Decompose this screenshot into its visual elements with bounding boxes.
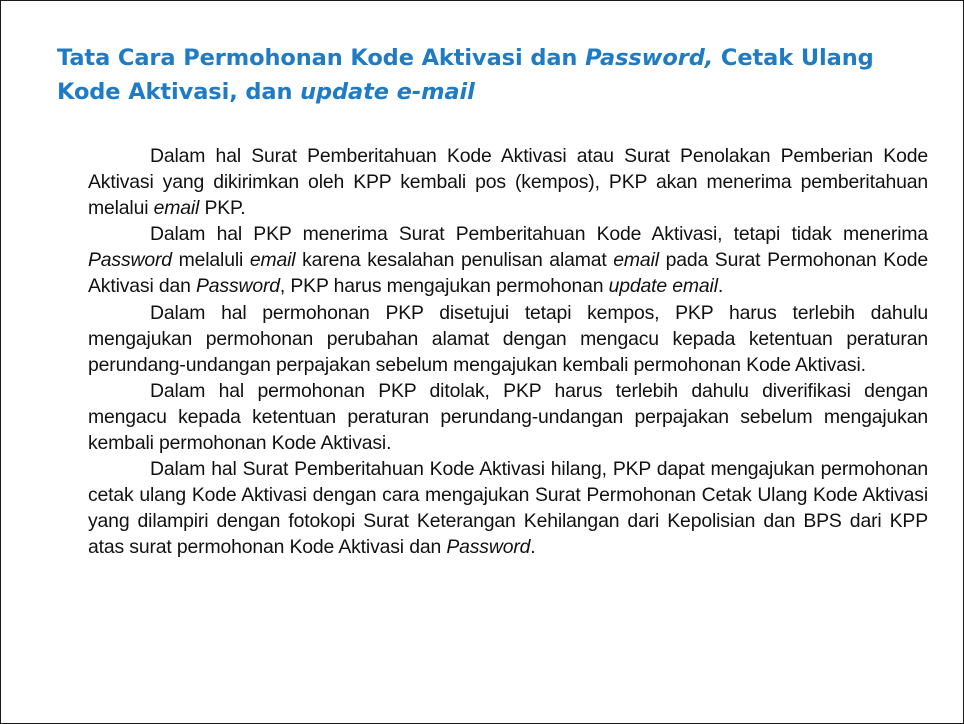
paragraph-1 — [88, 143, 928, 221]
paragraph-text: PKP. — [199, 197, 246, 220]
paragraph-5 — [88, 456, 928, 560]
paragraph-text: Dalam hal Surat Pemberitahuan Kode Aktivasi atau Surat Penolakan Pemberian Kode Aktivasi yang dikirimkan oleh KPP kembali pos (kempos), PKP akan menerima pemberitahuan melalui — [88, 145, 928, 220]
paragraph-text: . — [530, 536, 536, 559]
page-title — [57, 41, 917, 109]
paragraph-text-italic: Password — [195, 275, 280, 298]
paragraph-text: Dalam hal permohonan PKP ditolak, PKP harus terlebih dahulu diverifikasi dengan mengacu kepada ketentuan peraturan perundang-undangan perpajakan sebelum mengajukan kembali permohonan Kode Aktivasi. — [88, 379, 928, 455]
paragraph-text: Dalam hal permohonan PKP disetujui tetapi kempos, PKP harus terlebih dahulu mengajukan permohonan perubahan alamat dengan mengacu kepada ketentuan peraturan perundang-undangan perpajakan sebelum mengajukan kembali permohonan Kode Aktivasi. — [88, 301, 928, 376]
paragraph-text-italic: email — [613, 249, 659, 272]
title-text-italic: Password, — [585, 45, 714, 71]
paragraph-text-italic: Password — [88, 249, 172, 272]
paragraph-text: melaluli — [171, 249, 250, 272]
title-text: Tata Cara Permohonan Kode Aktivasi dan — [57, 45, 586, 71]
title-text: Cetak Ulang Kode Aktivasi, dan — [57, 45, 874, 105]
paragraph-text: Dalam hal Surat Pemberitahuan Kode Aktivasi hilang, PKP dapat mengajukan permohonan cetak ulang Kode Aktivasi dengan cara mengajukan Surat Permohonan Cetak Ulang Kode Aktivasi yang dilampiri dengan fotokopi Surat Keterangan Kehilangan dari Kepolisian dan BPS dari KPP atas surat permohonan Kode Aktivasi dan — [88, 458, 928, 559]
paragraph-3 — [88, 300, 928, 378]
paragraph-text: , PKP harus mengajukan permohonan — [279, 275, 609, 298]
paragraph-text-italic: email — [249, 249, 296, 272]
paragraph-text-italic: email — [153, 197, 200, 220]
body-text — [88, 143, 928, 561]
paragraph-4 — [88, 378, 928, 456]
paragraph-text: karena kesalahan penulisan alamat — [295, 249, 614, 272]
paragraph-text: pada Surat Permohonan Kode Aktivasi dan — [88, 249, 928, 298]
paragraph-text: Dalam hal PKP menerima Surat Pemberitahuan Kode Aktivasi, tetapi tidak menerima — [150, 223, 928, 246]
paragraph-text-italic: update email — [608, 275, 718, 298]
paragraph-text: . — [717, 275, 724, 298]
title-text-italic: update e-mail — [300, 79, 475, 105]
paragraph-text-italic: Password — [446, 536, 531, 559]
paragraph-2 — [88, 221, 928, 299]
